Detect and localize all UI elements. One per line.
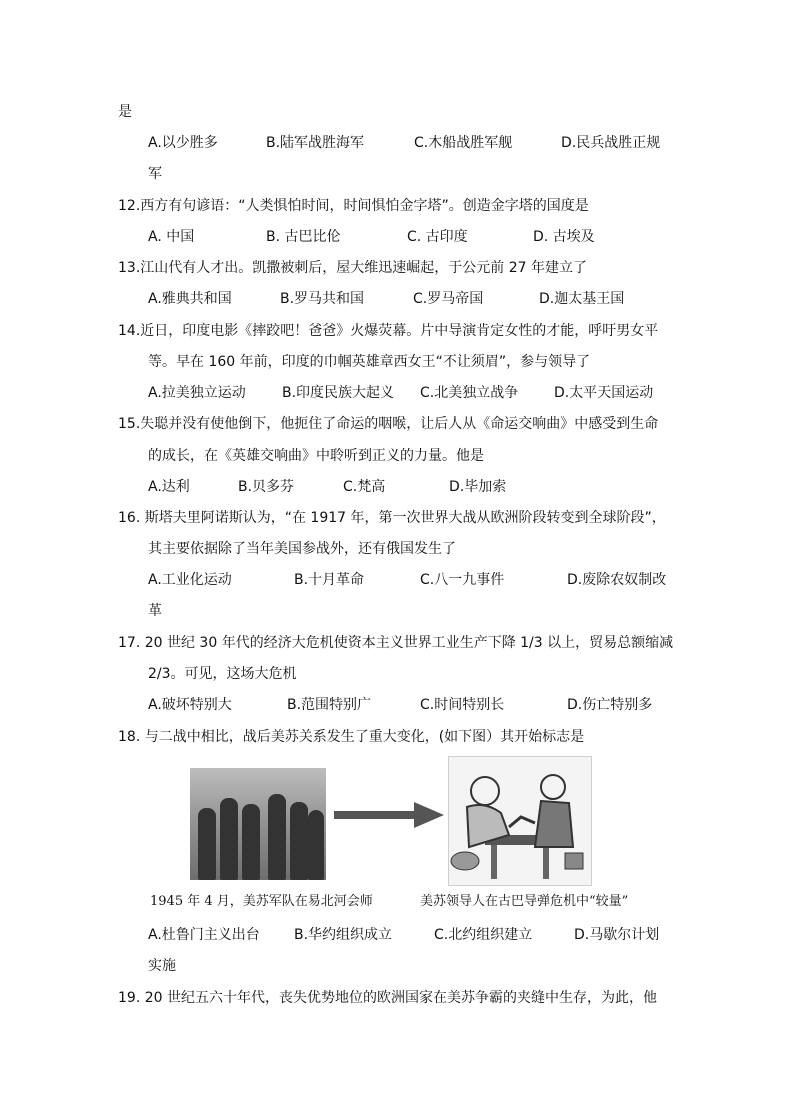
question-16-line1: 16. 斯塔夫里阿诺斯认为，“在 1917 年，第一次世界大战从欧洲阶段转变到全球阶段”， <box>118 510 666 526</box>
q13-option-a: A.雅典共和国 <box>148 291 232 307</box>
q14-option-c: C.北美独立战争 <box>420 385 519 401</box>
question-16-line2: 其主要依据除了当年美国参战外，还有俄国发生了 <box>148 541 456 557</box>
q18-option-b: B.华约组织成立 <box>294 927 393 943</box>
q18-option-c: C.北约组织建立 <box>434 927 533 943</box>
arm-wrestling-cartoon-icon <box>449 757 591 885</box>
q14-option-b: B.印度民族大起义 <box>282 385 395 401</box>
q11-option-c: C.木船战胜军舰 <box>414 135 513 151</box>
q16-option-b: B.十月革命 <box>294 572 365 588</box>
q12-option-a: A. 中国 <box>148 229 195 245</box>
caption-left: 1945 年 4 月，美苏军队在易北河会师 <box>150 894 373 909</box>
q18-option-d-cont: 实施 <box>148 958 176 974</box>
q11-option-a: A.以少胜多 <box>148 135 218 151</box>
q13-option-c: C.罗马帝国 <box>413 291 484 307</box>
question-15-line2: 的成长，在《英雄交响曲》中聆听到正义的力量。他是 <box>148 448 484 464</box>
q15-option-c: C.梵高 <box>343 479 386 495</box>
q17-option-a: A.破坏特别大 <box>148 697 232 713</box>
question-12: 12.西方有句谚语：“人类惧怕时间，时间惧怕金字塔”。创造金字塔的国度是 <box>118 198 589 214</box>
right-arrow-icon <box>334 800 446 830</box>
q15-option-b: B.贝多芬 <box>238 479 295 495</box>
question-18: 18. 与二战中相比，战后美苏关系发生了重大变化，(如下图）其开始标志是 <box>118 729 585 745</box>
q15-option-d: D.毕加索 <box>449 479 507 495</box>
q15-option-a: A.达利 <box>148 479 190 495</box>
q14-option-a: A.拉美独立运动 <box>148 385 246 401</box>
question-15-line1: 15.失聪并没有使他倒下，他扼住了命运的咽喉，让后人从《命运交响曲》中感受到生命 <box>118 416 659 432</box>
q17-option-b: B.范围特别广 <box>287 697 372 713</box>
q18-option-a: A.杜鲁门主义出台 <box>148 927 260 943</box>
q11-option-d-cont: 军 <box>148 166 162 182</box>
q17-option-c: C.时间特别长 <box>420 697 505 713</box>
question-14-line1: 14.近日，印度电影《摔跤吧！爸爸》火爆荧幕。片中导演肯定女性的才能，呼吁男女平 <box>118 323 659 339</box>
question-14-line2: 等。早在 160 年前，印度的巾帼英雄章西女王“不让须眉”，参与领导了 <box>148 354 591 370</box>
question-17-line2: 2/3。可见，这场大危机 <box>148 666 297 682</box>
elbe-meeting-photo <box>190 768 326 880</box>
q16-option-d: D.废除农奴制改 <box>567 572 667 588</box>
q13-option-b: B.罗马共和国 <box>280 291 365 307</box>
q11-option-b: B.陆军战胜海军 <box>266 135 365 151</box>
q12-option-c: C. 古印度 <box>407 229 468 245</box>
q18-option-d: D.马歇尔计划 <box>574 927 660 943</box>
q13-option-d: D.迦太基王国 <box>539 291 625 307</box>
question-13: 13.江山代有人才出。凯撒被刺后，屋大维迅速崛起，于公元前 27 年建立了 <box>118 260 587 276</box>
caption-right: 美苏领导人在古巴导弹危机中“较量” <box>420 894 629 909</box>
question-17-line1: 17. 20 世纪 30 年代的经济大危机使资本主义世界工业生产下降 1/3 以上，贸易总额缩减 <box>118 635 674 651</box>
q11-tail: 是 <box>118 104 132 120</box>
q12-option-d: D. 古埃及 <box>533 229 595 245</box>
q16-option-a: A.工业化运动 <box>148 572 232 588</box>
cuban-crisis-cartoon <box>448 756 592 886</box>
q17-option-d: D.伤亡特别多 <box>567 697 653 713</box>
q16-option-d-cont: 革 <box>148 603 162 619</box>
q14-option-d: D.太平天国运动 <box>554 385 654 401</box>
q11-option-d: D.民兵战胜正规 <box>561 135 661 151</box>
question-19: 19. 20 世纪五六十年代，丧失优势地位的欧洲国家在美苏争霸的夹缝中生存，为此，他 <box>118 990 657 1006</box>
q12-option-b: B. 古巴比伦 <box>266 229 341 245</box>
q16-option-c: C.八一九事件 <box>420 572 505 588</box>
